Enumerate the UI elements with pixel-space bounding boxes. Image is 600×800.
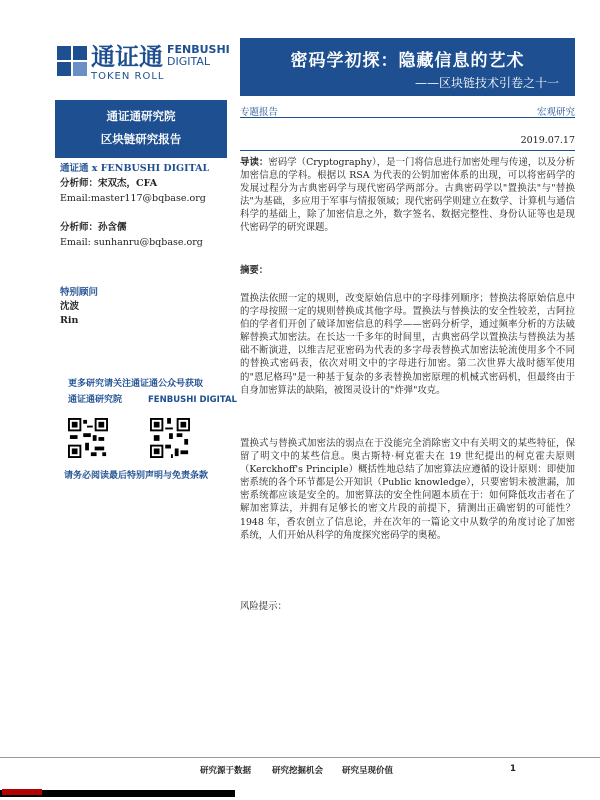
logo-en-text: FENBUSHI: [167, 43, 230, 56]
report-subtitle: ——区块链技术引卷之十一: [414, 76, 559, 90]
advisor-1: 沈波: [60, 301, 80, 312]
footer-item-3: 研究呈现价值: [342, 766, 394, 776]
report-date: 2019.07.17: [520, 135, 575, 146]
summary-label: 摘要：: [240, 265, 269, 276]
date-divider: [240, 150, 575, 151]
logo-en2-text: DIGITAL: [167, 55, 211, 68]
advisor-2: Rin: [60, 315, 79, 326]
summary-paragraph-1: 置换法依照一定的规则，改变原始信息中的字母排列顺序；替换法将原始信息中的字母按照一定的规则替换成其他字母。置换法与替换法的安全性较差，古阿拉伯的学者们开创了破译加密信息的科学——密码分析学，通过频率分析的方法破解替换式加密法。在长达一千多年的时间里，古典密码学以置换法与替换法为基础不断演进，以维吉尼亚密码为代表的多字母表替换式加密法轮流使用多个不同的替换式密码表，依次对明文中的字母进行加密。第二次世界大战时德军使用的"恩尼格玛"是一种基于复杂的多表替换加密原理的机械式密码机，但最终由于自身加密算法的缺陷，被图灵设计的"炸弹"攻克。: [240, 293, 575, 396]
footer-item-2: 研究挖掘机会: [272, 766, 324, 776]
report-type: 专题报告: [240, 107, 279, 118]
qr-code-icon: [150, 418, 190, 458]
analyst-1-label: 分析师：: [60, 178, 99, 189]
bottom-red-mark: [2, 789, 42, 795]
report-series: 区块链研究报告: [100, 132, 182, 146]
qr-label-right: FENBUSHI DIGITAL: [148, 395, 237, 405]
analyst-2: [60, 221, 127, 234]
analyst-1-email[interactable]: Email:master117@bqbase.org: [60, 193, 206, 204]
partner-line: 通证通 x FENBUSHI DIGITAL: [60, 163, 210, 174]
intro-text: 密码学（Cryptography），是一门将信息进行加密处理与传递，以及分析加密信息的学科。根据以 RSA 为代表的公钥加密体系的出现，可以将密码学的发展过程分为古典密码学与现代密码学两部分。古典密码学以"置换法"与"替换法"为基础，多应用于军事与情报领域；现代密码学则建立在数学、计算机与通信科学的基础上，除了加密信息之外，数字签名、数据完整性、身份认证等也是现代密码学的研究课题。: [240, 157, 575, 234]
qr-label-left: 通证通研究院: [68, 395, 123, 405]
more-research-note: 更多研究请关注通证通公众号获取: [68, 379, 204, 389]
institute-name: 通证通研究院: [106, 109, 176, 123]
company-logo: [55, 40, 240, 84]
advisor-title: 特别顾问: [60, 287, 99, 298]
footer-item-1: 研究源于数据: [200, 766, 252, 776]
sidebar-header: [55, 100, 227, 158]
title-banner: [240, 38, 575, 96]
logo-cn-text: 通证通: [91, 43, 163, 71]
report-category: 宏观研究: [536, 107, 575, 118]
analyst-2-label: 分析师：: [60, 222, 99, 233]
header-divider: [240, 117, 575, 118]
risk-label: 风险提示：: [240, 601, 287, 612]
analyst-1-name: 宋双杰，CFA: [98, 178, 158, 189]
logo-mark-icon: [55, 42, 89, 82]
analyst-2-email[interactable]: Email: sunhanru@bqbase.org: [60, 237, 203, 248]
intro-label: 导读：: [240, 157, 269, 168]
report-title: 密码学初探：隐藏信息的艺术: [290, 51, 525, 71]
page-number: 1: [510, 764, 516, 774]
logo-sub-text: TOKEN ROLL: [91, 71, 165, 82]
disclaimer-note: 请务必阅读最后特别声明与免责条款: [64, 471, 209, 481]
analyst-2-name: 孙含儒: [98, 222, 127, 233]
analyst-1: [60, 177, 157, 190]
qr-code-icon: [68, 418, 108, 458]
footer-divider: [0, 757, 600, 758]
intro-paragraph: [240, 156, 575, 235]
summary-paragraph-2: 置换式与替换式加密法的弱点在于没能完全消除密文中有关明文的某些特征，保留了明文中的某些信息。奥古斯特·柯克霍夫在 19 世纪提出的柯克霍夫原则（Kerckhoff's Principle）概括性地总结了加密算法应遵循的设计原则：即使加密系统的各个环节都是公开知识（Public knowledge），只要密钥未被泄漏，加密系统都应该是安全的。加密算法的安全性问题本质在于：如何降低攻击者在了解加密算法，并拥有足够长的密文片段的前提下，猜测出正确密钥的可能性？1948 年，香农创立了信息论，并在次年的一篇论文中从数学的角度讨论了加密系统，人们开始从科学的角度探究密码学的奥秘。: [240, 438, 575, 541]
